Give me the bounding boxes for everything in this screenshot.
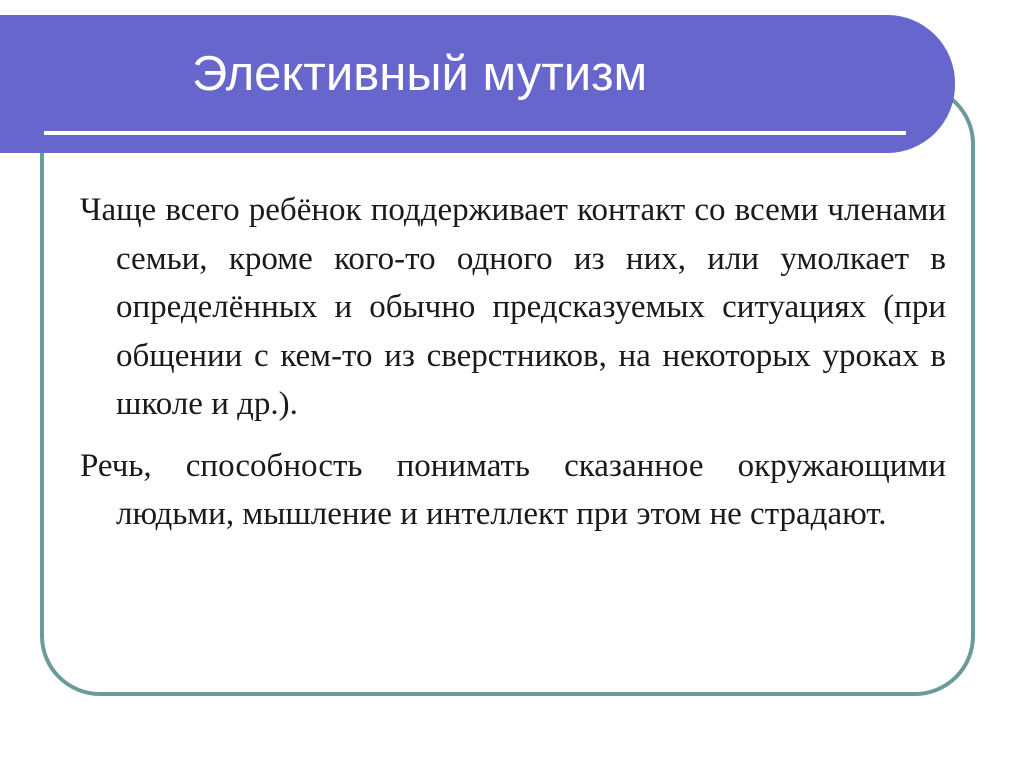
- title-underline: [44, 131, 906, 135]
- paragraph-1: Чаще всего ребёнок поддерживает контакт со всеми членами семьи, кроме кого-то одного из них, или умолкает в определённых и обычно предсказуемых ситуациях (при общении с кем-то из сверстников, на некоторых уроках в школе и др.).: [80, 192, 946, 422]
- slide-body: [80, 186, 946, 552]
- paragraph-2: Речь, способность понимать сказанное окружающими людьми, мышление и интеллект при этом не страдают.: [80, 447, 946, 532]
- slide-title: Элективный мутизм: [192, 47, 648, 101]
